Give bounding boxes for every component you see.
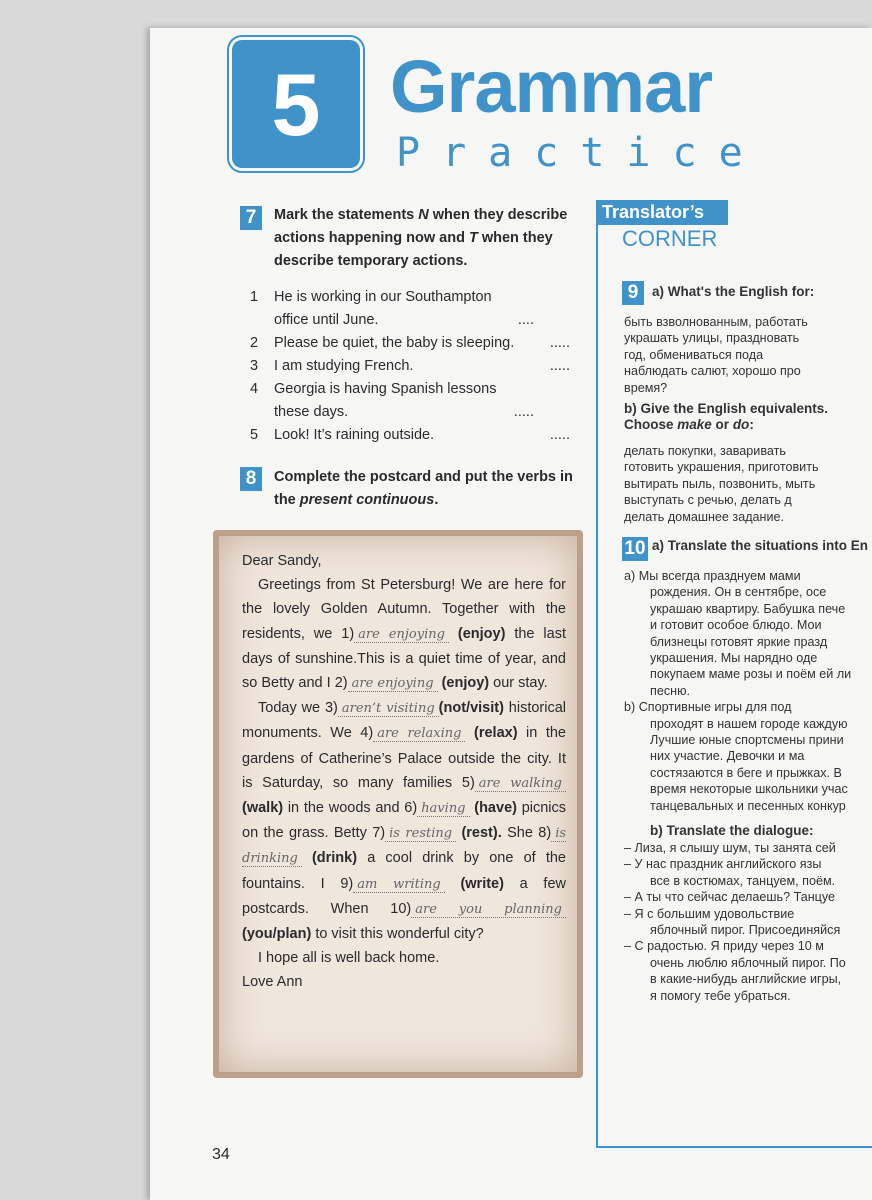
page-subtitle: Practice [396, 130, 765, 176]
exercise-9b-text: делать покупки, заваривать готовить украшения, приготовить вытирать пыль, позвонить, мыть выступать с речью, делать д делать домашнее задание. [624, 444, 819, 524]
answer-6[interactable]: having [417, 801, 469, 817]
answer-2[interactable]: are enjoying [348, 676, 438, 692]
exercise-9-number: 9 [622, 281, 644, 305]
postcard-closing: I hope all is well back home. [258, 950, 440, 967]
list-item: 1 He is working in our Southampton office until June. .... [250, 289, 534, 328]
list-item: 4 Georgia is having Spanish lessons these days. ..... [250, 381, 534, 420]
answer-4[interactable]: are relaxing [373, 726, 465, 742]
exercise-10-number: 10 [622, 537, 648, 561]
answer-7[interactable]: is resting [385, 826, 456, 842]
exercise-9b-heading: b) Give the English equivalents. Choose make or do: [624, 401, 829, 433]
list-item: 5 Look! It’s raining outside. ..... [250, 427, 570, 443]
answer-10[interactable]: are you planning [411, 902, 566, 918]
unit-number-box [232, 40, 360, 168]
answer-3[interactable]: aren’t visiting [338, 701, 439, 717]
list-item: 2 Please be quiet, the baby is sleeping. ..... [250, 335, 570, 351]
postcard-signature: Love Ann [242, 974, 303, 991]
exercise-9a-text: быть взволнованным, работать украшать улицы, праздновать год, обмениваться пода наблюдать салют, хорошо про время? [624, 315, 808, 395]
exercise-10b-heading: b) Translate the dialogue: [650, 823, 814, 838]
exercise-10a-text: a) Мы всегда празднуем мами рождения. Он в сентябре, осе украшаю квартиру. Бабушка пече и готовит особое блюдо. Мои близнецы готовят яркие празд украшения. Мы нарядно оде покупаем маме розы и поём ей ли песню. b) Спортивные игры для под проходят в нашем городе каждую Лучшие юные спортсмены прини них участие. Девочки и ма состязаются в беге и прыжках. В время некоторые школьники учас танцевальных и песенных конкур [624, 569, 852, 813]
answer-8[interactable]: is drinking [242, 826, 567, 867]
exercise-10b-dialogue: – Лиза, я слышу шум, ты занята сей – У нас праздник английского язы все в костюмах, танцуем, поём. – А ты что сейчас делаешь? Танцуе – Я с большим удовольствие яблочный пирог. Присоединяйся – С радостью. Я приду через 10 м очень люблю яблочный пирог. По в какие-нибудь английские игры, я помогу тебе убраться. [624, 841, 846, 1003]
exercise-10a-heading: a) Translate the situations into En [652, 538, 869, 553]
unit-number: 5 [271, 55, 321, 154]
exercise-7-list [250, 286, 570, 447]
postcard-text: Dear Sandy, Greetings from St Petersburg! We are here for the lovely Golden Autumn. Together with the residents, we 1) are enjoying (enjoy) the last days of sunshine.This is a quiet time of year, and so Betty and I 2) are enjoying (enjoy) our stay. Today we 3) aren’t visiting (not/visit) historical monuments. We 4) are relaxing (relax) in the gardens of Catherine’s Palace outside the city. It is Saturday, so many families 5) are walking (walk) in the woods and 6) having (have) picnics on the grass. Betty 7) is resting (rest). She 8) is drinking (drink) a cool drink by one of the fountains. I 9) am writing (write) a few postcards. When 10) are you planning (you/plan) to visit this wonderful city? I hope all is well back home. Love Ann [242, 549, 566, 995]
postcard-greeting: Dear Sandy, [242, 553, 322, 569]
exercise-7-instruction: Mark the statements N when they describe actions happening now and T when they describe temporary actions. [274, 207, 568, 269]
list-item: 3 I am studying French. ..... [250, 358, 570, 374]
exercise-8-instruction: Complete the postcard and put the verbs in the present continuous. [274, 469, 573, 508]
translators-corner-heading: Translator’s CORNER [596, 200, 730, 252]
answer-1[interactable]: are enjoying [354, 627, 449, 643]
exercise-8-number: 8 [240, 467, 262, 491]
page-title: Grammar [390, 45, 713, 128]
page-number: 34 [212, 1146, 230, 1163]
exercise-9a-heading: a) What's the English for: [652, 284, 815, 299]
exercise-7-number: 7 [240, 206, 262, 230]
answer-9[interactable]: am writing [353, 877, 444, 893]
answer-5[interactable]: are walking [475, 776, 566, 792]
